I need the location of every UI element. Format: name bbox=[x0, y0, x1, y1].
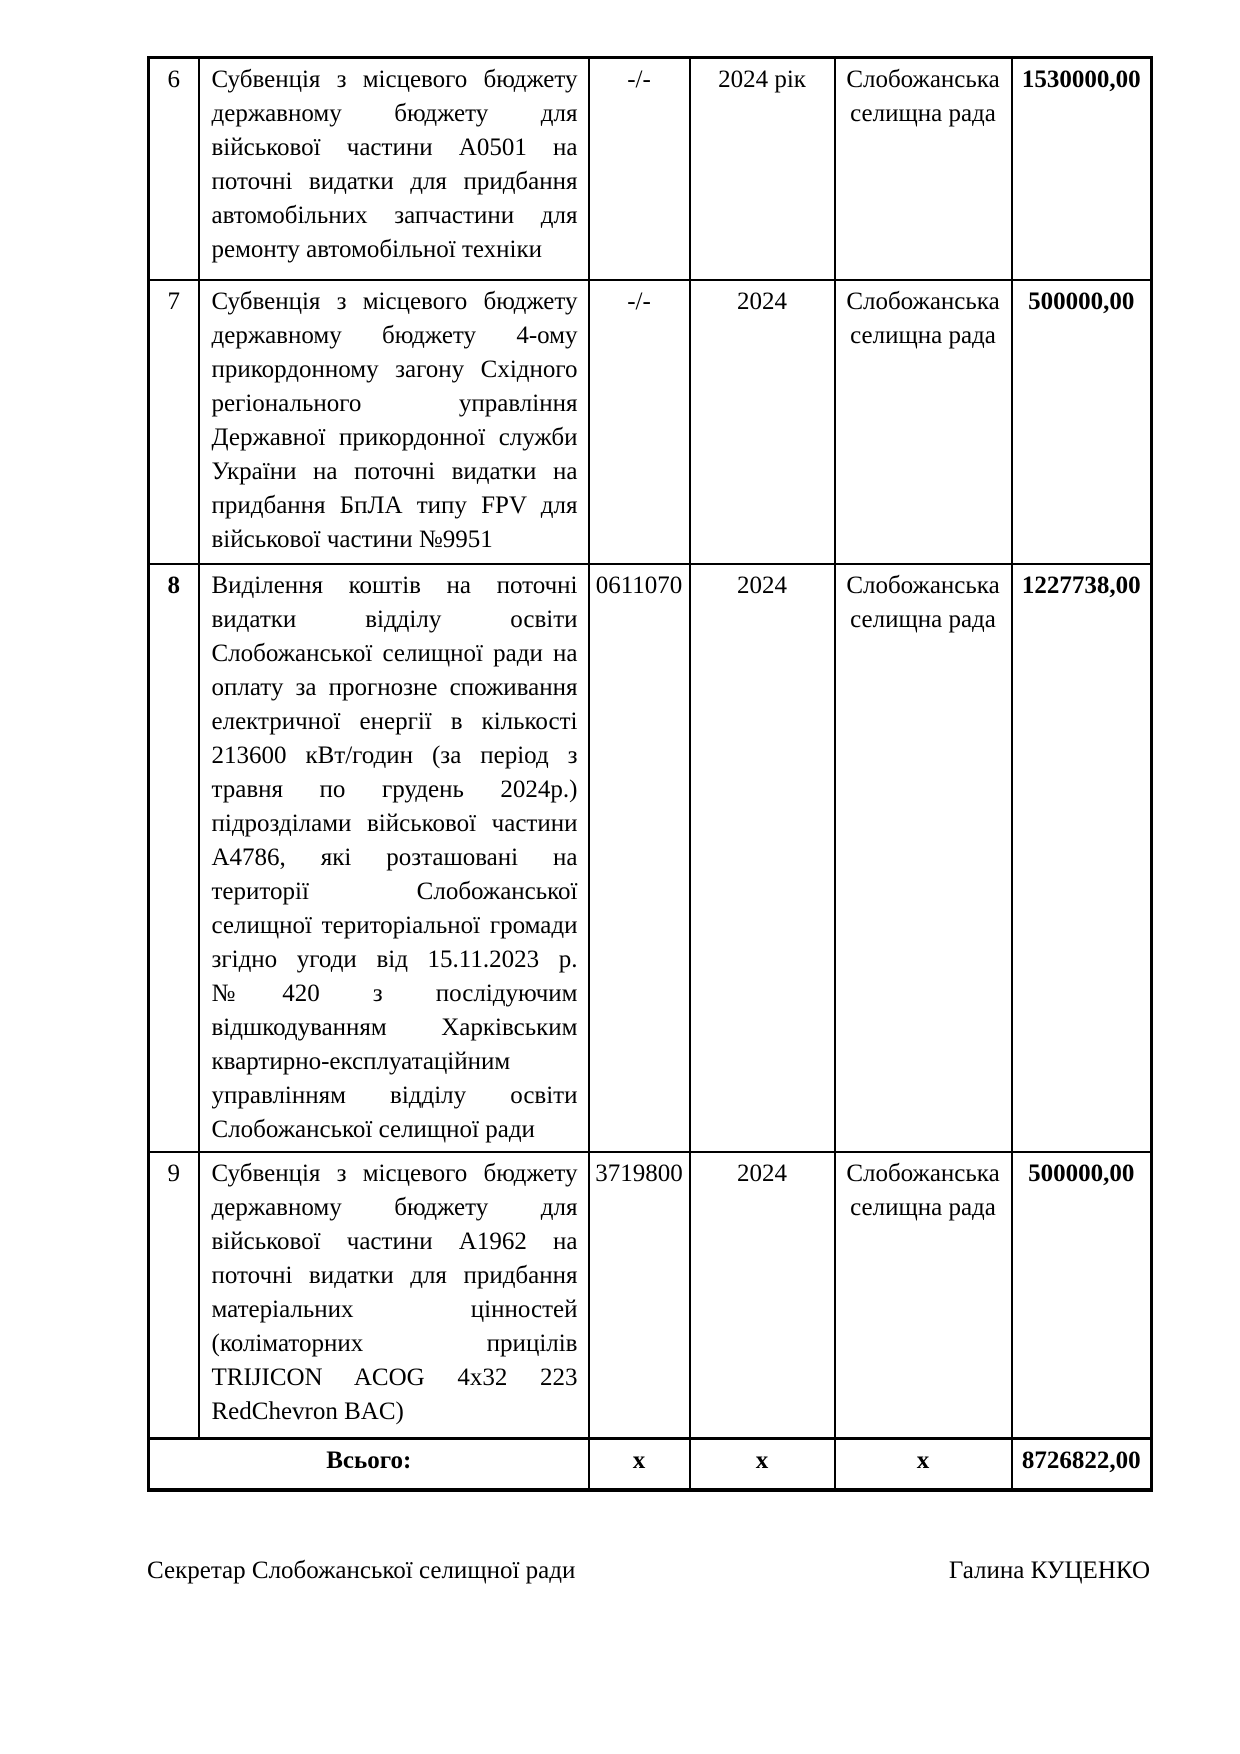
signature-role: Секретар Слобожанської селищної ради bbox=[147, 1557, 576, 1584]
total-row bbox=[149, 1439, 1152, 1490]
signature-line bbox=[147, 1556, 1150, 1586]
table-row bbox=[149, 58, 1152, 280]
total-x-cell: х bbox=[690, 1439, 835, 1490]
row-number-cell: 6 bbox=[149, 58, 199, 280]
year-cell: 2024 bbox=[690, 1152, 835, 1439]
row-number-cell: 7 bbox=[149, 280, 199, 564]
table-row bbox=[149, 1152, 1152, 1439]
year-cell: 2024 рік bbox=[690, 58, 835, 280]
amount-cell: 500000,00 bbox=[1012, 280, 1152, 564]
funder-cell: Слобожанська селищна рада bbox=[835, 564, 1012, 1152]
row-number-cell: 9 bbox=[149, 1152, 199, 1439]
budget-code-cell: -/- bbox=[589, 58, 690, 280]
budget-subventions-table bbox=[147, 56, 1153, 1492]
funder-cell: Слобожанська селищна рада bbox=[835, 1152, 1012, 1439]
row-number-cell: 8 bbox=[149, 564, 199, 1152]
description-cell: Субвенція з місцевого бюджету державному бюджету 4-ому прикордонному загону Східного регіонального управління Державної прикордонної служби України на поточні видатки на придбання БпЛА типу FPV для військової частини №9951 bbox=[199, 280, 589, 564]
budget-code-cell: -/- bbox=[589, 280, 690, 564]
total-amount-cell: 8726822,00 bbox=[1012, 1439, 1152, 1490]
total-x-cell: х bbox=[835, 1439, 1012, 1490]
total-x-cell: х bbox=[589, 1439, 690, 1490]
description-cell: Виділення коштів на поточні видатки відділу освіти Слобожанської селищної ради на оплату за прогнозне споживання електричної енергії в кількості 213600 кВт/годин (за період з травня по грудень 2024р.) підрозділами військової частини А4786, які розташовані на території Слобожанської селищної територіальної громади згідно угоди від 15.11.2023 р.№420 з послідуючим відшкодуванням Харківським квартирно-експлуатаційним управлінням відділу освіти Слобожанської селищної ради bbox=[199, 564, 589, 1152]
amount-cell: 1530000,00 bbox=[1012, 58, 1152, 280]
budget-code-cell: 3719800 bbox=[589, 1152, 690, 1439]
amount-cell: 1227738,00 bbox=[1012, 564, 1152, 1152]
description-cell: Субвенція з місцевого бюджету державному бюджету для військової частини А0501 на поточні видатки для придбання автомобільних запчастини для ремонту автомобільної техніки bbox=[199, 58, 589, 280]
budget-code-cell: 0611070 bbox=[589, 564, 690, 1152]
description-cell: Субвенція з місцевого бюджету державному бюджету для військової частини А1962 на поточні видатки для придбання матеріальних цінностей (коліматорних прицілів TRIJICON ACOG 4x32 223 RedChevron BAC) bbox=[199, 1152, 589, 1439]
total-label-cell: Всього: bbox=[149, 1439, 589, 1490]
table-row bbox=[149, 564, 1152, 1152]
year-cell: 2024 bbox=[690, 564, 835, 1152]
funder-cell: Слобожанська селищна рада bbox=[835, 58, 1012, 280]
amount-cell: 500000,00 bbox=[1012, 1152, 1152, 1439]
table-row bbox=[149, 280, 1152, 564]
signature-name: Галина КУЦЕНКО bbox=[948, 1557, 1150, 1584]
year-cell: 2024 bbox=[690, 280, 835, 564]
funder-cell: Слобожанська селищна рада bbox=[835, 280, 1012, 564]
